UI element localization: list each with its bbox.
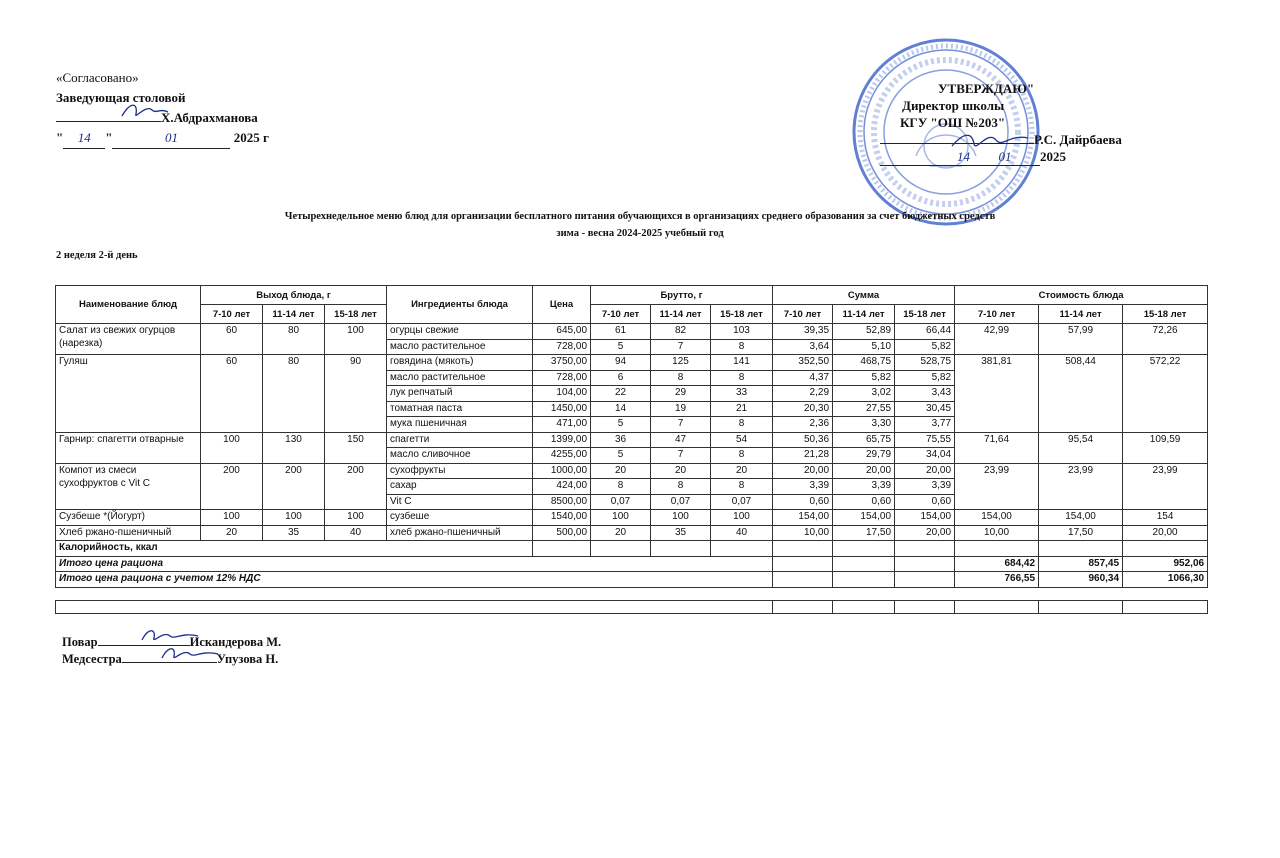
menu-table-totals	[56, 541, 1208, 614]
ingredient-gross: 7	[651, 448, 711, 464]
header-age: 7-10 лет	[591, 305, 651, 324]
ingredient-name: спагетти	[387, 432, 533, 448]
header-yield: Выход блюда, г	[201, 286, 387, 305]
ingredient-gross: 35	[651, 525, 711, 541]
ingredient-sum: 50,36	[773, 432, 833, 448]
ingredient-sum: 27,55	[833, 401, 895, 417]
ingredient-sum: 3,39	[895, 479, 955, 495]
dish-cost: 71,64	[955, 432, 1039, 463]
ingredient-row	[56, 525, 1208, 541]
dish-yield: 60	[201, 324, 263, 355]
ingredient-gross: 94	[591, 355, 651, 371]
approval-right-day: 14	[880, 148, 970, 166]
ingredient-price: 645,00	[533, 324, 591, 340]
dish-yield: 200	[201, 463, 263, 510]
ingredient-price: 4255,00	[533, 448, 591, 464]
dish-cost: 23,99	[1123, 463, 1208, 510]
dish-yield: 80	[263, 355, 325, 433]
ingredient-gross: 47	[651, 432, 711, 448]
dish-yield: 200	[325, 463, 387, 510]
ingredient-gross: 7	[651, 339, 711, 355]
ingredient-sum: 66,44	[895, 324, 955, 340]
week-day-label: 2 неделя 2-й день	[56, 250, 138, 261]
ingredient-price: 424,00	[533, 479, 591, 495]
ingredient-sum: 3,77	[895, 417, 955, 433]
signature-right	[950, 128, 1030, 152]
ingredient-price: 1000,00	[533, 463, 591, 479]
header-gross: Брутто, г	[591, 286, 773, 305]
ingredient-gross: 40	[711, 525, 773, 541]
ingredient-gross: 125	[651, 355, 711, 371]
ingredient-gross: 0,07	[711, 494, 773, 510]
ingredient-gross: 103	[711, 324, 773, 340]
ingredient-gross: 8	[711, 339, 773, 355]
ingredient-name: томатная паста	[387, 401, 533, 417]
header-age: 11-14 лет	[833, 305, 895, 324]
ingredient-sum: 154,00	[833, 510, 895, 526]
ingredient-name: масло растительное	[387, 339, 533, 355]
ingredient-sum: 21,28	[773, 448, 833, 464]
ingredient-sum: 3,64	[773, 339, 833, 355]
approval-left-date: " 14 " 01 2025 г	[56, 128, 269, 149]
approval-left-day: 14	[63, 128, 105, 149]
ingredient-price: 8500,00	[533, 494, 591, 510]
ingredient-gross: 0,07	[651, 494, 711, 510]
dish-name: Салат из свежих огурцов (нарезка)	[56, 324, 201, 355]
ingredient-sum: 154,00	[773, 510, 833, 526]
approval-right-role: Директор школы	[902, 98, 1005, 113]
ingredient-gross: 82	[651, 324, 711, 340]
dish-cost: 10,00	[955, 525, 1039, 541]
ingredient-sum: 2,29	[773, 386, 833, 402]
total-value: 952,06	[1123, 556, 1208, 572]
ingredient-sum: 352,50	[773, 355, 833, 371]
signature-left	[120, 100, 170, 122]
header-age: 7-10 лет	[955, 305, 1039, 324]
ingredient-sum: 30,45	[895, 401, 955, 417]
ingredient-name: мука пшеничная	[387, 417, 533, 433]
header-age: 7-10 лет	[201, 305, 263, 324]
dish-yield: 80	[263, 324, 325, 355]
ingredient-sum: 3,39	[833, 479, 895, 495]
ingredient-sum: 3,43	[895, 386, 955, 402]
dish-cost: 154,00	[1039, 510, 1123, 526]
approval-right-year: 2025	[1040, 149, 1066, 164]
ingredient-gross: 5	[591, 417, 651, 433]
ingredient-gross: 61	[591, 324, 651, 340]
ingredient-name: сухофрукты	[387, 463, 533, 479]
calories-label: Калорийность, ккал	[56, 541, 533, 557]
ingredient-gross: 29	[651, 386, 711, 402]
ingredient-price: 1450,00	[533, 401, 591, 417]
ingredient-price: 471,00	[533, 417, 591, 433]
dish-cost: 23,99	[1039, 463, 1123, 510]
header-age: 15-18 лет	[1123, 305, 1208, 324]
total-vat-row	[56, 572, 1208, 588]
header-cost: Стоимость блюда	[955, 286, 1208, 305]
dish-cost: 109,59	[1123, 432, 1208, 463]
ingredient-gross: 20	[591, 525, 651, 541]
dish-cost: 154,00	[955, 510, 1039, 526]
dish-name: Сузбеше *(Йогурт)	[56, 510, 201, 526]
ingredient-sum: 39,35	[773, 324, 833, 340]
ingredient-sum: 75,55	[895, 432, 955, 448]
header-age: 11-14 лет	[651, 305, 711, 324]
ingredient-sum: 20,00	[773, 463, 833, 479]
header-sum: Сумма	[773, 286, 955, 305]
ingredient-gross: 8	[711, 448, 773, 464]
header-age: 15-18 лет	[325, 305, 387, 324]
dish-name: Гарнир: спагетти отварные	[56, 432, 201, 463]
ingredient-sum: 0,60	[895, 494, 955, 510]
ingredient-name: говядина (мякоть)	[387, 355, 533, 371]
dish-yield: 20	[201, 525, 263, 541]
ingredient-gross: 5	[591, 339, 651, 355]
dish-yield: 100	[325, 324, 387, 355]
ingredient-sum: 20,00	[895, 463, 955, 479]
ingredient-price: 728,00	[533, 370, 591, 386]
ingredient-gross: 8	[651, 479, 711, 495]
dish-yield: 150	[325, 432, 387, 463]
ingredient-row	[56, 324, 1208, 340]
approval-left-title: «Согласовано»	[56, 70, 139, 85]
ingredient-price: 1540,00	[533, 510, 591, 526]
total-vat-value: 960,34	[1039, 572, 1123, 588]
ingredient-gross: 8	[711, 479, 773, 495]
ingredient-sum: 10,00	[773, 525, 833, 541]
ingredient-price: 1399,00	[533, 432, 591, 448]
ingredient-gross: 14	[591, 401, 651, 417]
total-value: 684,42	[955, 556, 1039, 572]
approval-right-title: УТВЕРЖДАЮ"	[938, 81, 1035, 96]
ingredient-name: огурцы свежие	[387, 324, 533, 340]
ingredient-sum: 0,60	[773, 494, 833, 510]
dish-yield: 60	[201, 355, 263, 433]
ingredient-gross: 22	[591, 386, 651, 402]
approval-left-role: Заведующая столовой	[56, 90, 186, 105]
empty-row	[56, 600, 1208, 613]
ingredient-gross: 20	[711, 463, 773, 479]
ingredient-sum: 5,82	[895, 339, 955, 355]
ingredient-sum: 468,75	[833, 355, 895, 371]
ingredient-sum: 52,89	[833, 324, 895, 340]
ingredient-gross: 7	[651, 417, 711, 433]
total-row	[56, 556, 1208, 572]
ingredient-name: масло растительное	[387, 370, 533, 386]
nurse-name: Упузова Н.	[216, 652, 279, 666]
ingredient-sum: 5,82	[833, 370, 895, 386]
dish-cost: 23,99	[955, 463, 1039, 510]
ingredient-row	[56, 355, 1208, 371]
ingredient-sum: 17,50	[833, 525, 895, 541]
ingredient-sum: 5,10	[833, 339, 895, 355]
dish-name: Хлеб ржано-пшеничный	[56, 525, 201, 541]
ingredient-sum: 154,00	[895, 510, 955, 526]
header-age: 15-18 лет	[711, 305, 773, 324]
dish-cost: 381,81	[955, 355, 1039, 433]
ingredient-sum: 4,37	[773, 370, 833, 386]
ingredient-gross: 36	[591, 432, 651, 448]
empty-row	[56, 587, 1208, 600]
document-title	[0, 208, 1280, 242]
ingredient-sum: 2,36	[773, 417, 833, 433]
total-vat-value: 1066,30	[1123, 572, 1208, 588]
header-ingredients: Ингредиенты блюда	[387, 286, 533, 324]
ingredient-sum: 34,04	[895, 448, 955, 464]
ingredient-name: сузбеше	[387, 510, 533, 526]
approval-right-name: Р.С. Дайрбаева	[1034, 132, 1122, 147]
ingredient-gross: 100	[651, 510, 711, 526]
ingredient-sum: 65,75	[833, 432, 895, 448]
ingredient-gross: 20	[591, 463, 651, 479]
total-label: Итого цена рациона	[56, 556, 773, 572]
ingredient-gross: 0,07	[591, 494, 651, 510]
ingredient-gross: 8	[591, 479, 651, 495]
ingredient-row	[56, 432, 1208, 448]
ingredient-gross: 100	[711, 510, 773, 526]
ingredient-sum: 3,30	[833, 417, 895, 433]
ingredient-row	[56, 510, 1208, 526]
dish-yield: 100	[201, 432, 263, 463]
dish-yield: 100	[325, 510, 387, 526]
dish-cost: 508,44	[1039, 355, 1123, 433]
approval-right	[880, 80, 1122, 166]
dish-cost: 95,54	[1039, 432, 1123, 463]
ingredient-gross: 20	[651, 463, 711, 479]
dish-cost: 57,99	[1039, 324, 1123, 355]
ingredient-sum: 5,82	[895, 370, 955, 386]
ingredient-gross: 54	[711, 432, 773, 448]
approval-right-org: КГУ "ОШ №203"	[900, 115, 1006, 130]
ingredient-sum: 528,75	[895, 355, 955, 371]
dish-yield: 200	[263, 463, 325, 510]
approval-right-month: 01	[970, 148, 1040, 166]
document-title-line2: зима - весна 2024-2025 учебный год	[556, 228, 724, 239]
ingredient-name: хлеб ржано-пшеничный	[387, 525, 533, 541]
dish-yield: 100	[263, 510, 325, 526]
header-age: 7-10 лет	[773, 305, 833, 324]
dish-cost: 17,50	[1039, 525, 1123, 541]
menu-table-body	[56, 324, 1208, 541]
ingredient-price: 728,00	[533, 339, 591, 355]
signature-nurse	[160, 644, 220, 664]
header-dish: Наименование блюд	[56, 286, 201, 324]
calories-row	[56, 541, 1208, 557]
cook-label: Повар	[62, 635, 98, 649]
total-vat-value: 766,55	[955, 572, 1039, 588]
dish-yield: 35	[263, 525, 325, 541]
header-age: 11-14 лет	[1039, 305, 1123, 324]
ingredient-gross: 8	[711, 370, 773, 386]
ingredient-sum: 0,60	[833, 494, 895, 510]
dish-cost: 154	[1123, 510, 1208, 526]
ingredient-name: масло сливочное	[387, 448, 533, 464]
total-vat-label: Итого цена рациона с учетом 12% НДС	[56, 572, 773, 588]
ingredient-gross: 8	[711, 417, 773, 433]
ingredient-gross: 33	[711, 386, 773, 402]
approval-left-name: Х.Абдрахманова	[161, 110, 258, 125]
ingredient-sum: 3,39	[773, 479, 833, 495]
ingredient-sum: 20,00	[833, 463, 895, 479]
header-age: 15-18 лет	[895, 305, 955, 324]
dish-yield: 40	[325, 525, 387, 541]
ingredient-name: сахар	[387, 479, 533, 495]
ingredient-price: 500,00	[533, 525, 591, 541]
ingredient-price: 104,00	[533, 386, 591, 402]
ingredient-sum: 3,02	[833, 386, 895, 402]
dish-name: Компот из смеси сухофруктов с Vit C	[56, 463, 201, 510]
cook-name: Искандерова М.	[189, 635, 282, 649]
ingredient-gross: 8	[651, 370, 711, 386]
dish-yield: 90	[325, 355, 387, 433]
total-value: 857,45	[1039, 556, 1123, 572]
ingredient-name: Vit C	[387, 494, 533, 510]
header-price: Цена	[533, 286, 591, 324]
ingredient-sum: 20,00	[895, 525, 955, 541]
ingredient-sum: 20,30	[773, 401, 833, 417]
ingredient-price: 3750,00	[533, 355, 591, 371]
nurse-label: Медсестра	[62, 652, 122, 666]
ingredient-name: лук репчатый	[387, 386, 533, 402]
dish-name: Гуляш	[56, 355, 201, 433]
ingredient-gross: 100	[591, 510, 651, 526]
ingredient-gross: 19	[651, 401, 711, 417]
dish-cost: 42,99	[955, 324, 1039, 355]
dish-cost: 72,26	[1123, 324, 1208, 355]
dish-yield: 100	[201, 510, 263, 526]
approval-left-month: 01	[112, 128, 230, 149]
dish-cost: 572,22	[1123, 355, 1208, 433]
ingredient-sum: 29,79	[833, 448, 895, 464]
document-title-line1: Четырехнедельное меню блюд для организации бесплатного питания обучающихся в организациях среднего образования за счет бюджетных средств	[284, 211, 996, 222]
menu-table	[55, 285, 1208, 614]
approval-left-year: 2025 г	[233, 130, 269, 145]
header-age: 11-14 лет	[263, 305, 325, 324]
ingredient-gross: 6	[591, 370, 651, 386]
signature-cook	[140, 626, 200, 646]
dish-yield: 130	[263, 432, 325, 463]
dish-cost: 20,00	[1123, 525, 1208, 541]
ingredient-gross: 21	[711, 401, 773, 417]
ingredient-gross: 5	[591, 448, 651, 464]
ingredient-gross: 141	[711, 355, 773, 371]
ingredient-row	[56, 463, 1208, 479]
